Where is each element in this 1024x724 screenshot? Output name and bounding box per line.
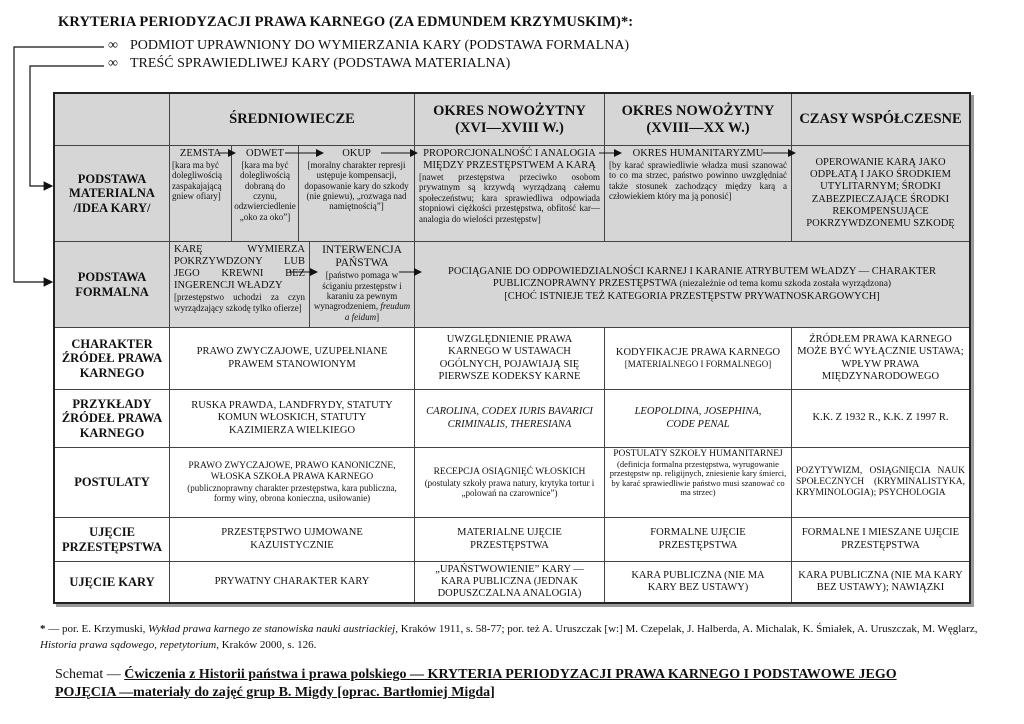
ujecie-przest-nowozytny-1: MATERIALNE UJĘCIE PRZESTĘPSTWA <box>415 518 605 562</box>
okup-title: OKUP <box>342 148 371 159</box>
sciganie-title: POCIĄGANIE DO ODPOWIEDZIALNOŚCI KARNEJ I KARANIE ATRYBUTEM WŁADZY — CHARAKTER PUBLICZNOPRAWNY PRZESTĘPSTWA <box>448 266 936 290</box>
zemsta-desc: [kara ma być dolegliwością zaspakajającą gniew ofiary] <box>172 160 222 202</box>
ujecie-przest-wspolczesne: FORMALNE I MIESZANE UJĘCIE PRZESTĘPSTWA <box>792 518 969 562</box>
footnote-part-3: , Kraków 2000, s. 126. <box>216 638 317 651</box>
proporcjonalnosc-desc: [nawet przestępstwa przeciwko osobom prywatnym są krzywdą wyrządzaną całemu społeczeństwu; kara sprawiedliwa odpowiada stopniowi ciężkości przestępstwa, obfitość kar—analogia do wielości przestępstw] <box>419 172 600 224</box>
postulaty-sredniowiecze-text: PRAWO ZWYCZAJOWE, PRAWO KANONICZNE, WŁOSKA SZKOŁA PRAWA KARNEGO <box>188 461 396 483</box>
postulaty-nowozytny-1 <box>415 448 605 518</box>
interwencja-italic: freudum a feidum <box>344 301 411 322</box>
ujecie-kary-sredniowiecze: PRYWATNY CHARAKTER KARY <box>170 562 415 602</box>
sciganie-paren: (niezależnie od tema komu szkoda została wyrządzona) <box>679 279 892 290</box>
charakter-nowozytny-2-note: [MATERIALNEGO I FORMALNEGO] <box>624 359 772 370</box>
postulaty-sredniowiecze-note: (publicznoprawny charakter przestępstwa, kara publiczna, formy winy, obrona konieczna, usiłowanie) <box>187 483 397 504</box>
postulaty-nowozytny-1-text: RECEPCJA OSIĄGNIĘĆ WŁOSKICH <box>433 466 586 477</box>
row-header-przyklady: PRZYKŁADY ŹRÓDEŁ PRAWA KARNEGO <box>55 390 170 448</box>
page-title: KRYTERIA PERIODYZACJI PRAWA KARNEGO (ZA EDMUNDEM KRZYMUSKIM)*: <box>58 14 634 30</box>
karze-title: KARĘ WYMIERZA POKRZYWDZONY LUB JEGO KREWNI BEZ INGERENCJI WŁADZY <box>174 244 305 292</box>
przyklady-sredniowiecze: RUSKA PRAWDA, LANDFRYDY, STATUTY KOMUN WŁOSKICH, STATUTY KAZIMIERZA WIELKIEGO <box>170 390 415 448</box>
row-header-charakter: CHARAKTER ŹRÓDEŁ PRAWA KARNEGO <box>55 328 170 390</box>
header-nowozytny-2: OKRES NOWOŻYTNY (XVIII—XX W.) <box>605 94 792 146</box>
ujecie-przest-nowozytny-2: FORMALNE UJĘCIE PRZESTĘPSTWA <box>605 518 792 562</box>
row-header-formalna: PODSTAWA FORMALNA <box>55 242 170 328</box>
footnote-book-2: Historia prawa sądowego, repetytorium <box>40 638 217 651</box>
row-header-materialna: PODSTAWA MATERIALNA /IDEA KARY/ <box>55 146 170 242</box>
criterion-formal-text: PODMIOT UPRAWNIONY DO WYMIERZANIA KARY (PODSTAWA FORMALNA) <box>130 38 630 53</box>
ujecie-kary-nowozytny-1: „UPAŃSTWOWIENIE” KARY — KARA PUBLICZNA (JEDNAK DOPUSZCZALNA ANALOGIA) <box>415 562 605 602</box>
charakter-sredniowiecze: PRAWO ZWYCZAJOWE, UZUPEŁNIANE PRAWEM STANOWIONYM <box>170 328 415 390</box>
ujecie-kary-wspolczesne: KARA PUBLICZNA (NIE MA KARY BEZ USTAWY); NAWIĄZKI <box>798 569 963 593</box>
przyklady-wspolczesne: K.K. Z 1932 R., K.K. Z 1997 R. <box>792 390 969 448</box>
periodization-table <box>53 92 971 604</box>
ujecie-przest-sredniowiecze: PRZESTĘPSTWO UJMOWANE KAZUISTYCZNIE <box>170 518 415 562</box>
row-header-postulaty: POSTULATY <box>55 448 170 518</box>
header-sredniowiecze: ŚREDNIOWIECZE <box>170 94 415 146</box>
row-header-ujecie-przestepstwa: UJĘCIE PRZESTĘPSTWA <box>55 518 170 562</box>
proporcjonalnosc-title: PROPORCJONALNOŚĆ I ANALOGIA MIĘDZY PRZESTĘPSTWEM A KARĄ <box>423 148 596 172</box>
okup-desc: [moralny charakter represji ustępuje kompensacji, dopasowanie kary do szkody (nie gniewu), „rozwaga nad namiętnością”] <box>304 160 409 212</box>
interwencja-title: INTERWENCJA PAŃSTWA <box>322 244 402 270</box>
postulaty-nowozytny-1-note: (postulaty szkoły prawa natury, krytyka tortur i „polowań na czarownice”) <box>424 477 595 498</box>
przyklady-nowozytny-1: CAROLINA, CODEX IURIS BAVARICI CRIMINALIS, THERESIANA <box>415 390 605 448</box>
ujecie-kary-nowozytny-2: KARA PUBLICZNA (NIE MA KARY BEZ USTAWY) <box>605 562 792 602</box>
postulaty-sredniowiecze <box>170 448 415 518</box>
criterion-material-text: TREŚĆ SPRAWIEDLIWEJ KARY (PODSTAWA MATERIALNA) <box>130 56 511 71</box>
przyklady-nowozytny-2: LEOPOLDINA, JOSEPHINA, CODE PENAL <box>605 390 792 448</box>
header-nowozytny-1: OKRES NOWOŻYTNY (XVI—XVIII W.) <box>415 94 605 146</box>
caption-title: Ćwiczenia z Historii państwa i prawa polskiego — KRYTERIA PERIODYZACJI PRAWA KARNEGO I PODSTAWOWE JEGO POJĘCIA —materiały do zajęć grup B. Migdy [oprac. Bartłomiej Migda] <box>55 667 897 700</box>
footnote-part-2: , Kraków 1911, s. 58-77; por. też A. Uruszczak [w:] M. Czepelak, J. Halberda, A. Michalak, K. Śmiałek, A. Uruszczak, M. Węglarz, <box>395 623 978 635</box>
zemsta-title: ZEMSTA <box>179 148 222 159</box>
formal-arrows <box>55 94 969 334</box>
odwet-desc: [kara ma być dolegliwością dobraną do czynu, odzwierciedlenie „oko za oko”] <box>234 160 296 222</box>
caption <box>55 666 955 701</box>
charakter-nowozytny-2 <box>605 328 792 390</box>
row-header-ujecie-kary: UJĘCIE KARY <box>55 562 170 602</box>
interwencja-desc-text: [państwo pomaga w ściganiu przestępstw i karaniu za pewnym wynagrodzeniem, <box>313 270 402 312</box>
postulaty-nowozytny-2-note: (definicja formalna przestępstwa, wyrugowanie przestępstw np. religijnych, zniesienie kary śmierci, by karać sprawiedliwie państwo musi szanować co ma strzec) <box>609 458 787 497</box>
odwet-title: ODWET <box>246 148 284 159</box>
infinity-bullet-icon: ∞ <box>108 56 118 71</box>
humanitaryzm-desc: [by karać sprawiedliwie władza musi szanować to co ma strzec, państwo powinno uwzględniać także stosunek zachodzący między karą a człowiekiem który ma ją ponosić] <box>609 160 787 202</box>
sciganie-note: [CHOĆ ISTNIEJE TEŻ KATEGORIA PRZESTĘPSTW PRYWATNOSKARGOWYCH] <box>504 290 880 302</box>
postulaty-nowozytny-2 <box>605 448 792 518</box>
charakter-wspolczesne: ŹRÓDŁEM PRAWA KARNEGO MOŻE BYĆ WYŁĄCZNIE USTAWA; WPŁYW PRAWA MIĘDZYNARODOWEGO <box>792 328 969 390</box>
footnote <box>40 622 985 654</box>
karze-desc: [przestępstwo uchodzi za czyn wyrządzający szkodę tylko ofierze] <box>174 292 305 313</box>
postulaty-wspolczesne: POZYTYWIZM, OSIĄGNIĘCIA NAUK SPOŁECZNYCH (KRYMINALISTYKA, KRYMINOLOGIA); PSYCHOLOGIA <box>792 448 969 518</box>
header-wspolczesne: CZASY WSPÓŁCZESNE <box>792 94 969 146</box>
postulaty-nowozytny-2-text: POSTULATY SZKOŁY HUMANITARNEJ <box>613 449 783 459</box>
caption-prefix: Schemat — <box>55 667 125 682</box>
charakter-nowozytny-1: UWZGLĘDNIENIE PRAWA KARNEGO W USTAWACH OGÓLNYCH, POJAWIAJĄ SIĘ PIERWSZE KODEKSY KARNE <box>415 328 605 390</box>
footnote-book-1: Wykład prawa karnego ze stanowiska nauki austriackiej <box>148 623 396 635</box>
charakter-nowozytny-2-text: KODYFIKACJE PRAWA KARNEGO <box>615 347 781 359</box>
interwencja-desc-end: ] <box>376 311 380 322</box>
footnote-star: * <box>40 623 46 635</box>
humanitaryzm-title: OKRES HUMANITARYZMU <box>632 148 764 159</box>
wspolczesne-materialna: OPEROWANIE KARĄ JAKO ODPŁATĄ I JAKO ŚRODKIEM UTYLITARNYM; ŚRODKI ZABEZPIECZAJĄCE ŚRODKI REKOMPENSUJĄCE POKRZYWDZONEMU SZKODĘ <box>792 146 969 242</box>
infinity-bullet-icon: ∞ <box>108 38 118 53</box>
footnote-part-1: — por. E. Krzymuski, <box>45 623 149 635</box>
